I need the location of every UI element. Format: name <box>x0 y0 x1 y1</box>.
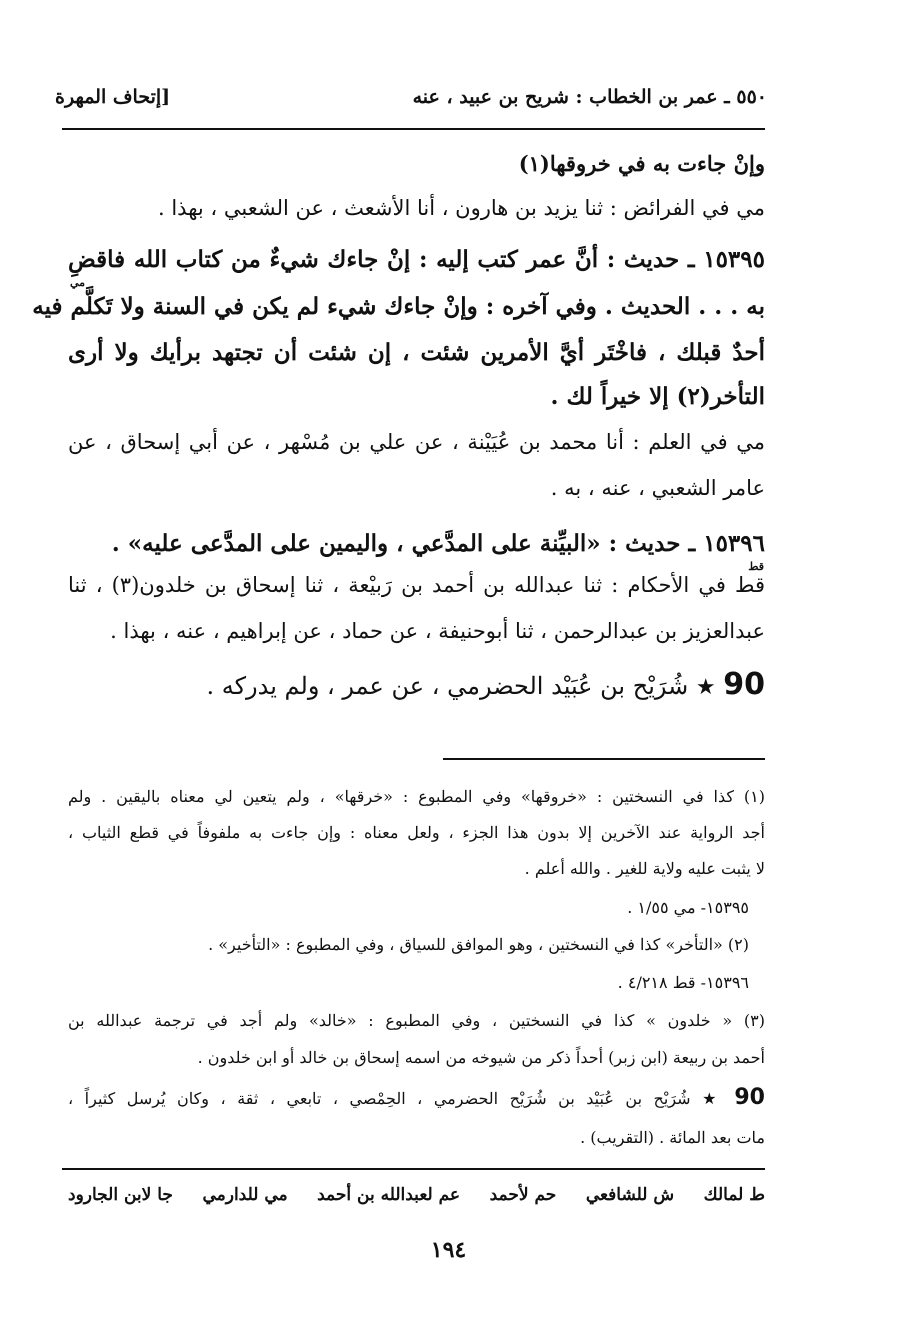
text-line-1: وإنْ جاءت به في خروقها(١) <box>518 151 765 176</box>
header-book-title: [إتحاف المهرة <box>55 86 171 108</box>
hadith-15395-line-1: ١٥٣٩٥ ـ حديث : أنَّ عمر كتب إليه : إنْ جاءك شيءٌ من كتاب الله فاقضِ <box>68 246 765 273</box>
running-header <box>55 80 767 114</box>
footnote-rule <box>443 758 765 760</box>
hadith-15395-line-2: به . . . الحديث . وفي آخره : وإنْ جاءك شيء لم يكن في السنة ولا تَكلَّم فيه <box>32 293 765 320</box>
legend-item: ط لمالك <box>703 1185 765 1205</box>
star-icon: ★ <box>695 675 716 700</box>
source-qt-line-2: عبدالعزيز بن عبدالرحمن ، ثنا أبوحنيفة ، عن حماد ، عن إبراهيم ، عنه ، بهذا . <box>110 619 765 643</box>
footnote-2: (٢) «التأخر» كذا في النسختين ، وهو الموافق للسياق ، وفي المطبوع : «التأخير» . <box>208 935 749 954</box>
abbreviation-legend <box>68 1185 765 1205</box>
hadith-15396: ١٥٣٩٦ ـ حديث : «البيِّنة على المدَّعي ، واليمين على المدَّعى عليه» . <box>111 530 765 557</box>
narrator-number: 90 <box>723 667 765 702</box>
footnote-90-line-2: مات بعد المائة . (التقريب) . <box>580 1128 765 1147</box>
header-rule <box>62 128 765 130</box>
footnote-90-line-1 <box>68 1087 765 1109</box>
margin-mark-qt: قط <box>748 560 764 573</box>
narrator-text: شُرَيْح بن عُبَيْد الحضرمي ، عن عمر ، ولم يدركه . <box>206 672 689 700</box>
text-line-2: مي في الفرائض : ثنا يزيد بن هارون ، أنا الأشعث ، عن الشعبي ، بهذا . <box>158 196 765 220</box>
footnote-1-line-1: (١) كذا في النسختين : «خروقها» وفي المطبوع : «خرقها» ، ولم يتعين لي معناه باليقين . ولم <box>68 787 765 806</box>
footnote-3-line-1: (٣) « خلدون » كذا في النسختين ، وفي المطبوع : «خالد» ولم أجد في ترجمة عبدالله بن <box>68 1011 765 1030</box>
source-mi-line-1: مي في العلم : أنا محمد بن عُيَيْنة ، عن علي بن مُسْهر ، عن أبي إسحاق ، عن <box>68 430 765 454</box>
reference-15396: ١٥٣٩٦- قط ٤/٢١٨ . <box>617 973 749 992</box>
legend-item: حم لأحمد <box>489 1185 557 1205</box>
footnote-1-line-2: أجد الرواية عند الآخرين إلا بدون هذا الجزء ، ولعل معناه : وإن جاءت به ملفوفاً في قطع الثياب ، <box>68 823 765 842</box>
hadith-15395-line-3: أحدٌ قبلك ، فاخْتَر أيَّ الأمرين شئت ، إن شئت أن تجتهد برأيك ولا أرى <box>68 339 765 366</box>
header-chapter-title: ٥٥٠ ـ عمر بن الخطاب : شريح بن عبيد ، عنه <box>412 86 767 108</box>
page-number: ١٩٤ <box>430 1237 467 1263</box>
footnote-3-line-2: أحمد بن ربيعة (ابن زبر) أحداً ذكر من شيوخه من اسمه إسحاق بن خالد أو ابن خلدون . <box>197 1048 765 1067</box>
source-mi-line-2: عامر الشعبي ، عنه ، به . <box>550 476 765 500</box>
footnote-narrator-number: 90 <box>734 1085 765 1110</box>
source-qt-line-1: قط في الأحكام : ثنا عبدالله بن أحمد بن رَبيْعة ، ثنا إسحاق بن خلدون(٣) ، ثنا <box>68 573 765 597</box>
margin-mark-mi: مي <box>70 276 86 289</box>
legend-item: عم لعبدالله بن أحمد <box>317 1185 461 1205</box>
legend-item: ش للشافعي <box>585 1185 675 1205</box>
footnote-1-line-3: لا يثبت عليه ولاية للغير . والله أعلم . <box>524 859 765 878</box>
legend-rule <box>62 1168 765 1170</box>
footnote-90-text: شُرَيْح بن عُبَيْد بن شُرَيْح الحضرمي ، الحِمْصي ، تابعي ، ثقة ، وكان يُرسل كثيراً ، <box>68 1089 691 1108</box>
legend-item: جا لابن الجارود <box>68 1185 173 1205</box>
hadith-15395-line-4: التأخر(٢) إلا خيراً لك . <box>550 383 765 410</box>
reference-15395: ١٥٣٩٥- مي ١/٥٥ . <box>627 898 749 917</box>
narrator-90-entry <box>68 667 765 702</box>
footnote-star-icon: ★ <box>702 1089 723 1108</box>
legend-item: مي للدارمي <box>202 1185 288 1205</box>
